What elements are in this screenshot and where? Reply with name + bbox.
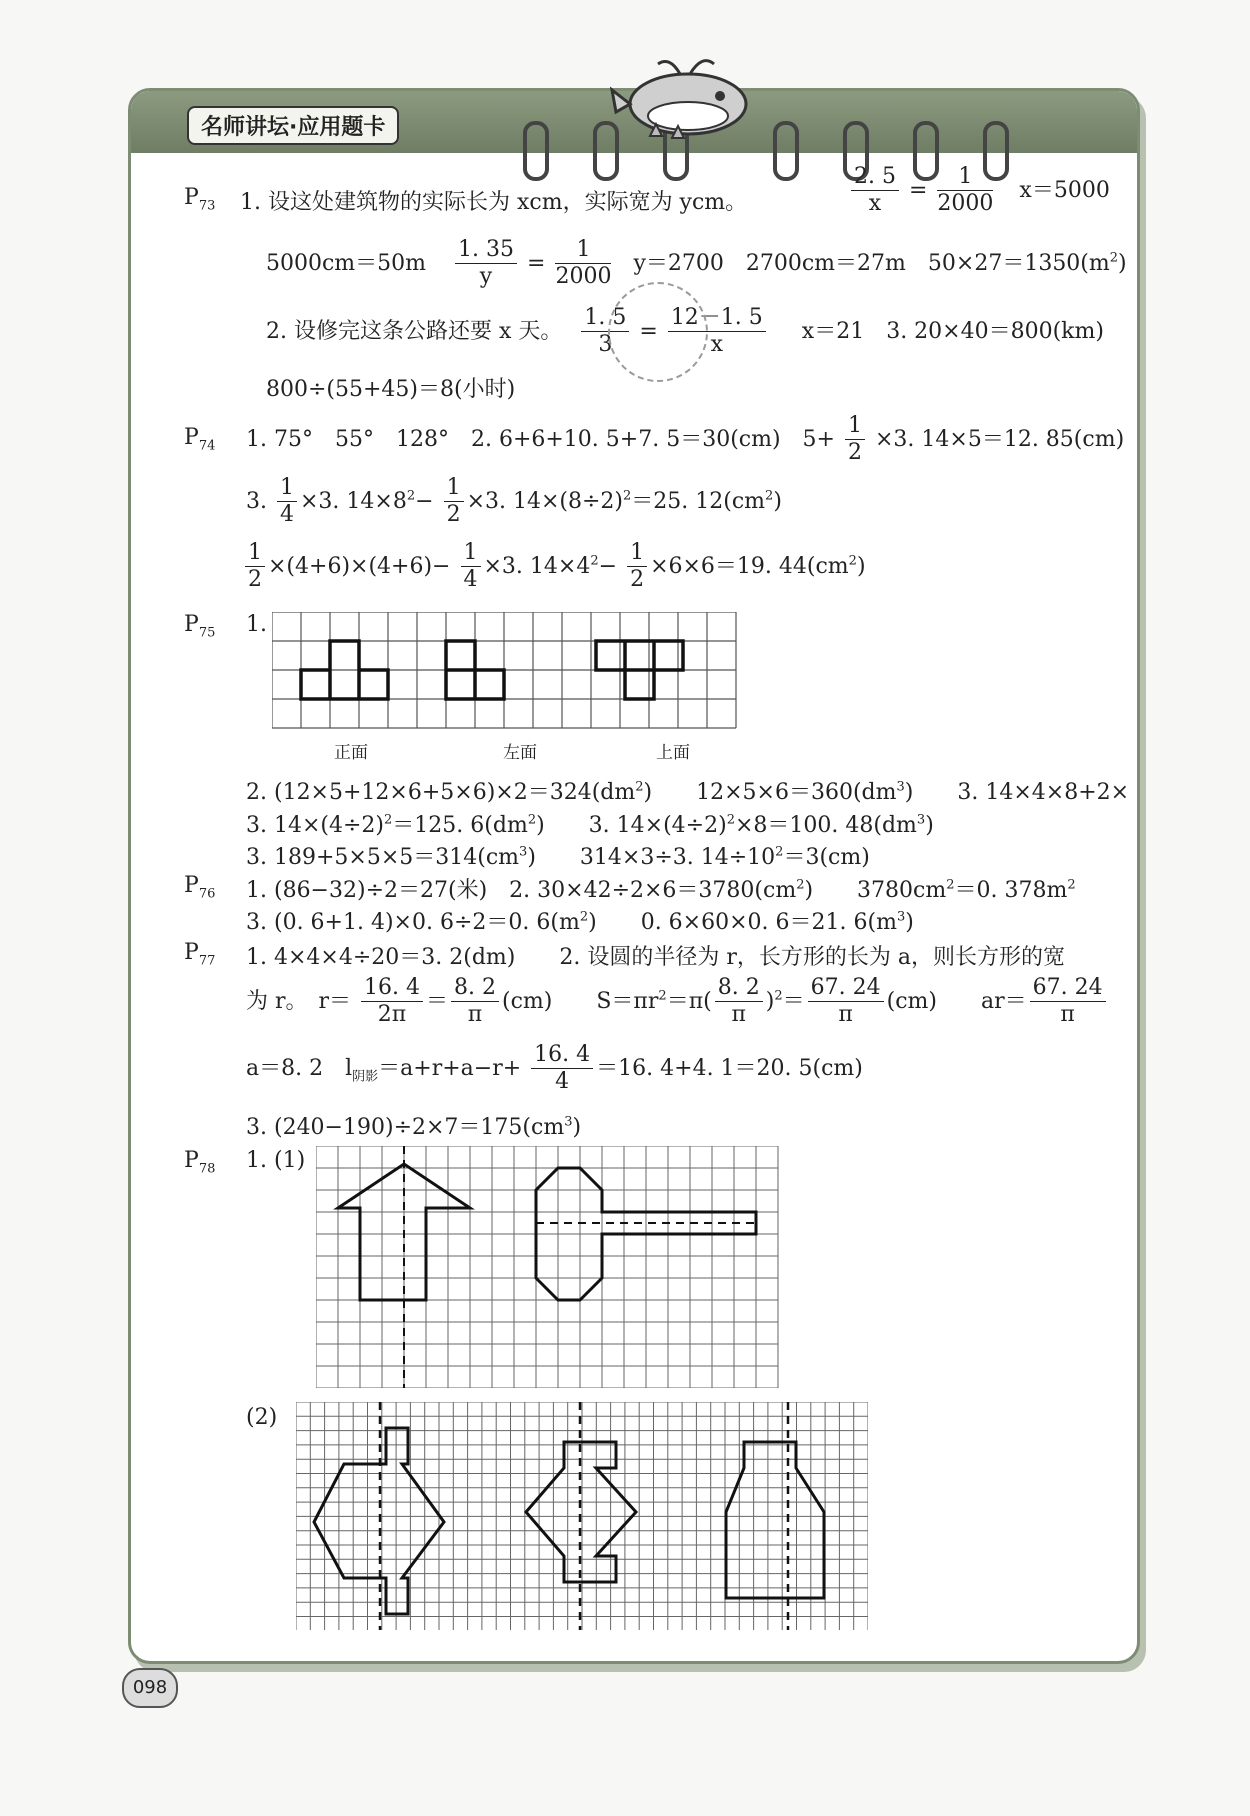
answer-line: 2. 设修完这条公路还要 x 天。 $\frac{1. 5}{3}$ = $\frac{12-1. 5}{x}$ x＝21 3. 20×40＝800(km) (266, 305, 1104, 358)
answer-line: 3. $(240-190)\div 2\times 7=175(cm^3)$ (246, 1114, 582, 1140)
header-title: 名师讲坛·应用题卡 (187, 106, 399, 145)
answer-line: 2. $(12\times 5+12\times 6+5\times 6)\times 2=324(dm^2)$ $12\times 5\times 6=360(dm^3)$ 3. 14×4×8+2× (246, 779, 1130, 805)
section-label-p77: $P_{77}$ (184, 940, 216, 969)
section-label-p76: $P_{76}$ (184, 873, 216, 902)
answer-line: 1. 4×4×4÷20＝3. 2(dm) 2. 设圆的半径为 r，长方形的长为 a，则长方形的宽 (246, 945, 1065, 970)
answer-line: 3. $14\times(4\div 2)^2=125$. $6(dm^2)$ 3. $14\times(4\div 2)^2\times 8=100$. $48(dm^3)$ (246, 812, 934, 838)
binder-ring (773, 121, 799, 181)
answer-line: 3. $\frac{1}{4}$ ×3. $14\times 8^2-$ $\frac{1}{2}$ ×3. $14\times(8\div 2)^2=25$. $12(cm^2)$ (246, 475, 782, 528)
answer-line: 3. $189+5\times 5\times 5=314(cm^3)$ 314×3÷3. $14\div 10^2=3(cm)$ (246, 844, 870, 870)
page-number: 098 (122, 1668, 178, 1708)
homework-stamp (608, 282, 708, 382)
answer-line: 1. 设这处建筑物的实际长为 xcm，实际宽为 ycm。 (240, 190, 748, 215)
answer-line: $\frac{1}{2}$ ×(4+6)×(4+6)− $\frac{1}{4}$ ×3. $14\times 4^2-$ $\frac{1}{2}$ ×6×6＝19. $44(cm^2)$ (242, 540, 866, 594)
section-label-p75: $P_{75}$ (184, 612, 216, 641)
question-number: 1. (1) (246, 1148, 306, 1173)
symmetry-grid-2 (296, 1402, 868, 1630)
answer-line: 800÷(55+45)＝8(小时) (266, 377, 516, 402)
grid-lines (296, 1402, 868, 1630)
section-label-p78: $P_{78}$ (184, 1148, 216, 1177)
view-label-top: 上面 (656, 743, 690, 763)
answer-line: 5000cm＝50m $\frac{1. 35}{y}$ = $\frac{1}{2000}$ y＝2700 2700cm＝27m $50\times 27=1350(m^2)$ (266, 237, 1127, 290)
symmetry-grid-1 (316, 1146, 780, 1388)
answer-line: a＝8. 2 $l_{阴影}=a+r+a-r+$ $\frac{16. 4}{4}$ ＝16. 4+4. 1＝20. 5(cm) (246, 1042, 863, 1095)
three-view-grid (272, 612, 740, 730)
answer-line: 3. (0. 6+1. 4)×0. 6÷2＝0. $6(m^2)$ 0. 6×60×0. 6＝21. $6(m^3)$ (246, 909, 914, 935)
question-number: 1. (246, 612, 267, 637)
section-label-p73: $P_{73}$ (184, 185, 216, 214)
answer-line: 1. (86−32)÷2＝27(米) 2. $30\times 42\div 2\times 6=3780(cm^2)$ $3780cm^2=0$. $378m^2$ (246, 877, 1076, 903)
view-label-left: 左面 (503, 743, 537, 763)
view-label-front: 正面 (334, 743, 368, 763)
grid-lines (316, 1146, 778, 1388)
question-number: (2) (246, 1405, 278, 1430)
whale-illustration (610, 52, 760, 144)
binder-ring (523, 121, 549, 181)
section-label-p74: $P_{74}$ (184, 425, 216, 454)
answer-line: 1. 75° 55° 128° 2. 6+6+10. 5+7. 5＝30(cm) 5+ $\frac{1}{2}$ ×3. 14×5＝12. 85(cm) (246, 413, 1125, 466)
answer-line: 为 r。 r＝ $\frac{16. 4}{2\pi}$ ＝ $\frac{8. 2}{\pi}$ (cm) $S=\pi r^2=\pi$( $\frac{8. 2}{\pi}$ )$^2$＝ $\frac{67. 24}{\pi}$ (cm) ar＝ $\frac{67. 24}{\pi}$ (246, 975, 1109, 1029)
fraction-equation: $\frac{2. 5}{x}$ = $\frac{1}{2000}$ x＝5000 (848, 164, 1110, 218)
